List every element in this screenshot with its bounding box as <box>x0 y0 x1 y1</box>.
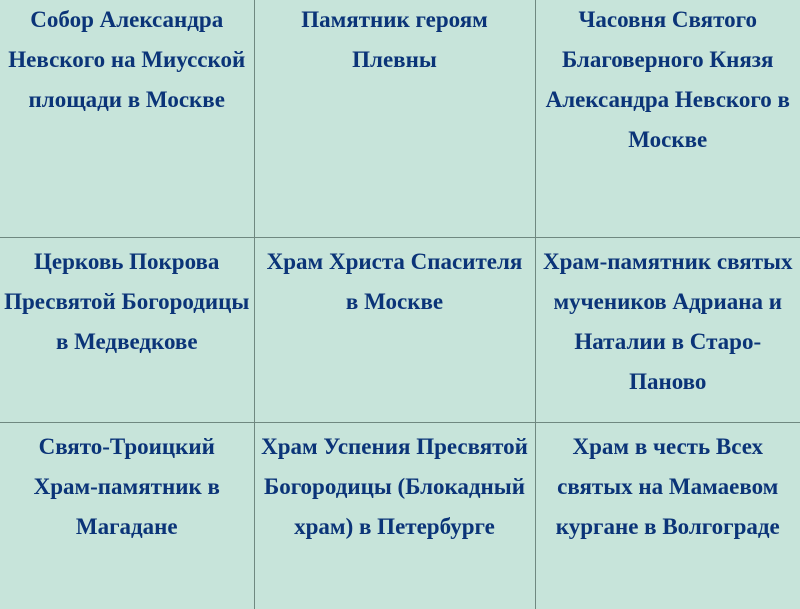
table-cell <box>535 238 800 423</box>
cell-text: Храм в честь Всех святых на Мамаевом кургане в Волгограде <box>540 427 797 547</box>
table-cell <box>254 423 535 609</box>
cell-text: Храм-памятник святых мучеников Адриана и Наталии в Старо-Паново <box>540 242 797 402</box>
table-cell <box>0 238 254 423</box>
table-cell <box>254 0 535 238</box>
table-cell <box>0 0 254 238</box>
cell-text: Свято-Троицкий Храм-памятник в Магадане <box>4 427 250 547</box>
table-row <box>0 238 800 423</box>
cell-text: Храм Христа Спасителя в Москве <box>259 242 531 322</box>
table-cell <box>0 423 254 609</box>
table-cell <box>535 0 800 238</box>
cell-text: Церковь Покрова Пресвятой Богородицы в Медведкове <box>4 242 250 362</box>
table-row <box>0 423 800 609</box>
cell-text: Собор Александра Невского на Миусской площади в Москве <box>4 0 250 120</box>
cell-text: Храм Успения Пресвятой Богородицы (Блокадный храм) в Петербурге <box>259 427 531 547</box>
table-cell <box>535 423 800 609</box>
cell-text: Часовня Святого Благоверного Князя Александра Невского в Москве <box>540 0 797 160</box>
table-cell <box>254 238 535 423</box>
table-row <box>0 0 800 238</box>
cell-text: Памятник героям Плевны <box>259 0 531 80</box>
